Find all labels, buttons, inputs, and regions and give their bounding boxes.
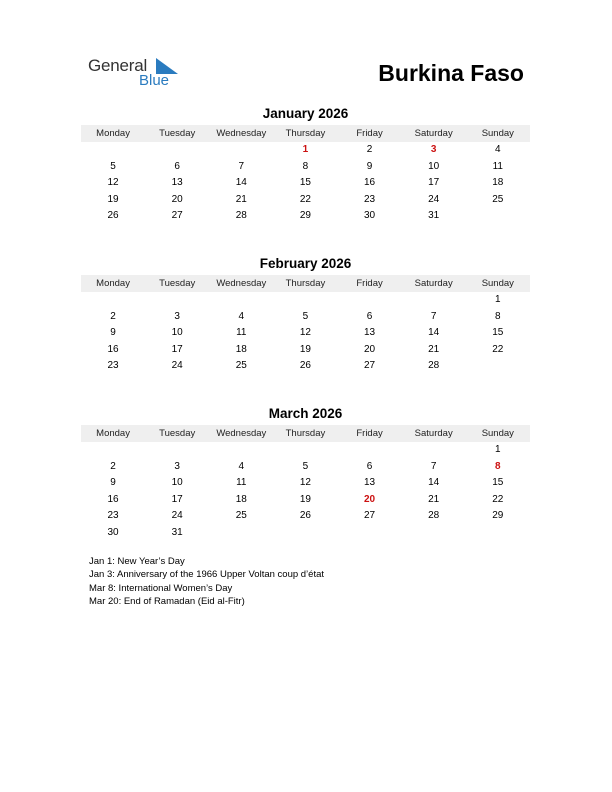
weekday-header [81, 275, 530, 292]
weekday-label: Friday [356, 278, 383, 289]
day-cell: 1 [495, 294, 501, 305]
day-cell: 19 [299, 343, 311, 355]
day-cell: 8 [495, 460, 501, 472]
weekday-label: Thursday [285, 428, 326, 439]
day-cell: 2 [366, 144, 373, 155]
day-cell: 21 [428, 493, 440, 505]
day-cell: 7 [238, 160, 245, 172]
day-cell: 17 [171, 493, 183, 505]
weekday-label: Sunday [481, 278, 514, 289]
day-cell: 8 [495, 310, 501, 322]
day-cell: 28 [235, 210, 247, 222]
day-cell [466, 358, 530, 375]
day-cell: 20 [364, 493, 376, 505]
day-cell: 1 [302, 144, 309, 155]
weekday-label: Monday [96, 428, 130, 439]
day-cell: 31 [428, 210, 440, 222]
weekday-label: Wednesday [216, 278, 267, 289]
weekday-label: Saturday [414, 278, 453, 289]
day-cell: 25 [235, 510, 247, 522]
day-cell: 25 [492, 193, 504, 205]
day-cell: 12 [299, 327, 311, 339]
week-row [81, 309, 530, 326]
day-cell: 3 [174, 310, 180, 322]
day-cell [145, 142, 209, 159]
day-cell: 28 [428, 360, 440, 372]
week-row [81, 208, 530, 225]
day-cell: 1 [495, 444, 501, 455]
day-cell: 17 [171, 343, 183, 355]
day-cell: 16 [107, 343, 119, 355]
day-cell: 10 [428, 160, 440, 172]
weekday-header [81, 425, 530, 442]
day-cell [466, 208, 530, 225]
day-cell: 3 [430, 144, 437, 155]
day-cell: 30 [107, 526, 119, 538]
weekday-label: Sunday [481, 128, 514, 139]
day-cell: 22 [492, 343, 504, 355]
day-cell: 27 [364, 360, 376, 372]
day-cell: 15 [492, 327, 504, 339]
day-cell: 9 [366, 160, 373, 172]
day-cell: 24 [428, 193, 440, 205]
day-cell: 5 [302, 460, 309, 472]
generalblue-logo [88, 56, 188, 92]
day-cell: 23 [107, 360, 119, 372]
day-cell: 22 [299, 193, 311, 205]
day-cell: 20 [364, 343, 376, 355]
holiday-note: Jan 1: New Year’s Day [89, 556, 185, 567]
day-cell [81, 292, 145, 309]
holiday-notes [89, 555, 329, 609]
day-cell: 7 [430, 310, 437, 322]
day-cell: 8 [302, 160, 309, 172]
week-row [81, 525, 530, 542]
month-title: January 2026 [262, 106, 349, 121]
day-cell: 18 [492, 177, 504, 189]
day-cell [209, 142, 273, 159]
day-cell [402, 525, 466, 542]
weekday-header [81, 125, 530, 142]
day-cell: 23 [364, 193, 376, 205]
day-cell [209, 292, 273, 309]
week-row [81, 442, 530, 459]
week-row [81, 358, 530, 375]
day-cell: 29 [299, 210, 311, 222]
day-cell: 27 [171, 210, 183, 222]
day-cell: 22 [492, 493, 504, 505]
week-row [81, 159, 530, 176]
month-calendar-march [81, 405, 530, 542]
day-cell: 14 [235, 177, 247, 189]
week-row [81, 492, 530, 509]
day-cell: 20 [171, 193, 183, 205]
holiday-note: Mar 8: International Women’s Day [89, 582, 233, 594]
logo-blue-text: Blue [139, 72, 170, 89]
day-cell: 29 [492, 510, 504, 522]
day-cell: 2 [110, 460, 116, 472]
day-cell [338, 292, 402, 309]
day-cell: 18 [235, 493, 247, 505]
day-cell: 24 [171, 360, 183, 372]
day-cell: 9 [110, 477, 116, 489]
day-cell [402, 442, 466, 459]
day-cell: 16 [107, 493, 119, 505]
day-cell: 2 [110, 310, 116, 322]
week-row [81, 342, 530, 359]
day-cell: 5 [302, 310, 309, 322]
week-row [81, 292, 530, 309]
weekday-label: Tuesday [159, 278, 196, 289]
day-cell: 15 [492, 477, 504, 489]
month-title: March 2026 [268, 406, 343, 421]
day-cell: 31 [171, 526, 183, 538]
day-cell: 4 [495, 144, 501, 155]
day-cell: 12 [107, 177, 119, 189]
weekday-label: Saturday [414, 128, 453, 139]
day-cell: 18 [235, 343, 247, 355]
week-row [81, 142, 530, 159]
day-cell [338, 525, 402, 542]
week-row [81, 475, 530, 492]
weekday-label: Thursday [285, 278, 326, 289]
day-cell: 4 [238, 460, 245, 472]
day-cell: 11 [492, 160, 503, 172]
week-row [81, 192, 530, 209]
day-cell: 21 [428, 343, 440, 355]
day-cell: 13 [364, 327, 376, 339]
day-cell [338, 442, 402, 459]
day-cell: 13 [171, 177, 183, 189]
day-cell: 26 [107, 210, 119, 222]
day-cell: 6 [174, 160, 180, 172]
day-cell [273, 442, 337, 459]
day-cell [145, 442, 209, 459]
day-cell [402, 292, 466, 309]
weekday-label: Thursday [285, 128, 326, 139]
day-cell: 11 [236, 477, 247, 489]
day-cell: 19 [299, 493, 311, 505]
holiday-note: Jan 3: Anniversary of the 1966 Upper Voltan coup d’état [89, 569, 325, 581]
day-cell: 26 [299, 360, 311, 372]
day-cell: 25 [235, 360, 247, 372]
day-cell: 9 [110, 327, 116, 339]
month-title: February 2026 [259, 256, 352, 271]
day-cell: 21 [235, 193, 247, 205]
day-cell: 5 [110, 160, 116, 172]
day-cell: 15 [299, 177, 311, 189]
day-cell: 17 [428, 177, 440, 189]
day-cell [209, 442, 273, 459]
day-cell: 10 [171, 477, 183, 489]
week-row [81, 508, 530, 525]
country-title: Burkina Faso [378, 60, 524, 86]
weekday-label: Monday [96, 278, 130, 289]
weekday-label: Friday [356, 128, 383, 139]
week-row [81, 175, 530, 192]
day-cell [273, 292, 337, 309]
weekday-label: Wednesday [216, 428, 267, 439]
holiday-note: Mar 20: End of Ramadan (Eid al-Fitr) [89, 596, 245, 608]
day-cell [145, 292, 209, 309]
weekday-label: Tuesday [159, 428, 196, 439]
weekday-label: Tuesday [159, 128, 196, 139]
day-cell: 14 [428, 327, 440, 339]
day-cell [81, 442, 145, 459]
weekday-label: Friday [356, 428, 383, 439]
day-cell: 19 [107, 193, 119, 205]
weekday-label: Sunday [481, 428, 514, 439]
day-cell [466, 525, 530, 542]
day-cell [273, 525, 337, 542]
day-cell: 23 [107, 510, 119, 522]
day-cell: 27 [364, 510, 376, 522]
logo-general-text: General [88, 56, 148, 75]
day-cell: 30 [364, 210, 376, 222]
weekday-label: Monday [96, 128, 130, 139]
day-cell: 11 [236, 327, 247, 339]
month-calendar-february [81, 255, 530, 375]
day-cell: 3 [174, 460, 180, 472]
day-cell: 16 [364, 177, 376, 189]
day-cell [209, 525, 273, 542]
day-cell: 4 [238, 310, 245, 322]
day-cell: 26 [299, 510, 311, 522]
day-cell: 10 [171, 327, 183, 339]
day-cell [81, 142, 145, 159]
day-cell: 6 [366, 310, 373, 322]
weekday-label: Wednesday [216, 128, 267, 139]
weekday-label: Saturday [414, 428, 453, 439]
week-row [81, 459, 530, 476]
day-cell: 7 [430, 460, 437, 472]
day-cell: 14 [428, 477, 440, 489]
day-cell: 6 [366, 460, 373, 472]
day-cell: 28 [428, 510, 440, 522]
day-cell: 12 [299, 477, 311, 489]
month-calendar-january [81, 105, 530, 225]
day-cell: 24 [171, 510, 183, 522]
day-cell: 13 [364, 477, 376, 489]
week-row [81, 325, 530, 342]
